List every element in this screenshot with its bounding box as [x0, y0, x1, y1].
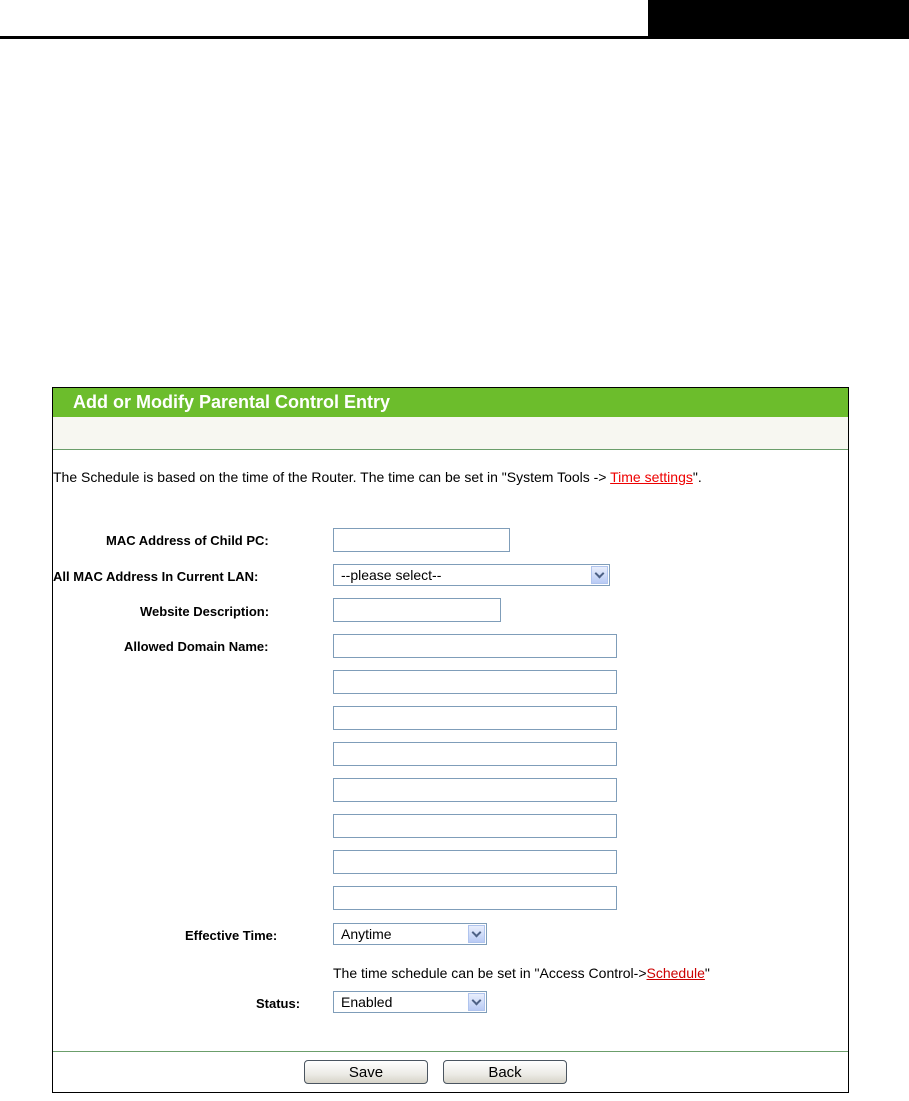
domain-input-8[interactable]	[333, 886, 617, 910]
chevron-down-icon[interactable]	[468, 993, 485, 1011]
footer-divider	[53, 1051, 848, 1052]
website-description-input[interactable]	[333, 598, 501, 622]
effective-time-select[interactable]	[333, 923, 487, 945]
all-mac-label: All MAC Address In Current LAN:	[53, 569, 259, 584]
note-suffix: ".	[692, 469, 702, 485]
all-mac-selected: --please select--	[341, 567, 442, 583]
schedule-note	[53, 469, 702, 485]
status-selected: Enabled	[341, 994, 393, 1010]
domain-input-3[interactable]	[333, 706, 617, 730]
note-prefix: The Schedule is based on the time of the Router. The time can be set in "System Tools ->	[53, 469, 611, 485]
domain-input-7[interactable]	[333, 850, 617, 874]
header-rule	[0, 36, 909, 39]
mac-address-input[interactable]	[333, 528, 510, 552]
effective-time-selected: Anytime	[341, 926, 392, 942]
time-settings-link[interactable]: Time settings	[610, 469, 693, 485]
chevron-down-icon[interactable]	[468, 925, 485, 943]
status-label: Status:	[256, 996, 301, 1011]
schedule-note-suffix: "	[704, 965, 710, 981]
header-block	[648, 0, 909, 39]
domain-input-2[interactable]	[333, 670, 617, 694]
schedule-access-note	[333, 965, 710, 981]
status-select[interactable]	[333, 991, 487, 1013]
mac-address-label: MAC Address of Child PC:	[106, 533, 269, 548]
domain-input-1[interactable]	[333, 634, 617, 658]
website-description-label: Website Description:	[140, 604, 270, 619]
schedule-link[interactable]: Schedule	[646, 965, 705, 981]
panel-subbar	[53, 417, 848, 450]
schedule-note-prefix: The time schedule can be set in "Access Control->	[333, 965, 647, 981]
effective-time-label: Effective Time:	[185, 928, 278, 943]
domain-input-5[interactable]	[333, 778, 617, 802]
panel-title-bar	[53, 388, 848, 417]
panel-title: Add or Modify Parental Control Entry	[73, 392, 391, 412]
back-button[interactable]: Back	[443, 1060, 567, 1084]
parental-control-panel	[52, 387, 849, 1093]
allowed-domain-label: Allowed Domain Name:	[124, 639, 269, 654]
chevron-down-icon[interactable]	[591, 566, 608, 584]
domain-input-6[interactable]	[333, 814, 617, 838]
save-button[interactable]: Save	[304, 1060, 428, 1084]
all-mac-select[interactable]	[333, 564, 610, 586]
domain-input-4[interactable]	[333, 742, 617, 766]
